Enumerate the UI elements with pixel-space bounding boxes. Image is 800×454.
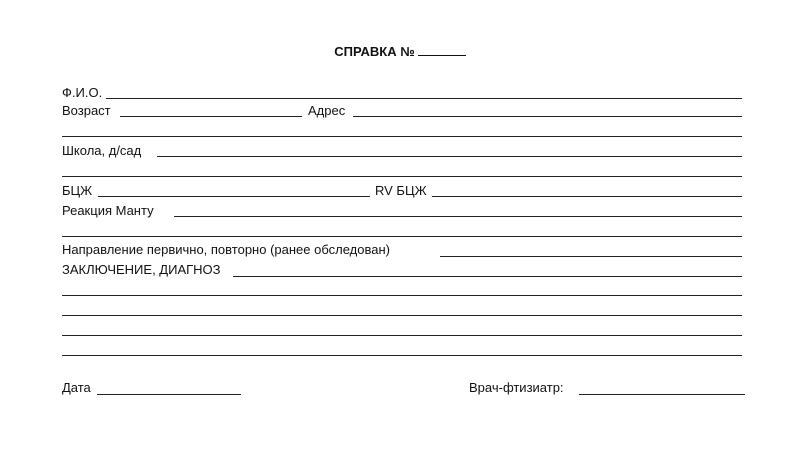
- age-field[interactable]: [120, 116, 302, 117]
- conclusion-field-line-4[interactable]: [62, 335, 742, 336]
- form-title-text: СПРАВКА №: [334, 44, 415, 59]
- doctor-signature-field[interactable]: [579, 394, 745, 395]
- mantoux-label: Реакция Манту: [62, 203, 154, 218]
- address-field-line-2[interactable]: [62, 136, 742, 137]
- rv-bcg-field[interactable]: [432, 196, 742, 197]
- school-label: Школа, д/сад: [62, 143, 142, 158]
- form-title: [0, 44, 800, 59]
- fio-field[interactable]: [106, 98, 742, 99]
- doctor-label: Врач-фтизиатр:: [469, 380, 564, 395]
- mantoux-field[interactable]: [174, 216, 742, 217]
- conclusion-field-line-5[interactable]: [62, 355, 742, 356]
- fio-label: Ф.И.О.: [62, 85, 103, 100]
- certificate-number-field[interactable]: [418, 44, 466, 56]
- mantoux-field-line-2[interactable]: [62, 236, 742, 237]
- address-field[interactable]: [353, 116, 742, 117]
- address-label: Адрес: [308, 103, 346, 118]
- referral-label: Направление первично, повторно (ранее обследован): [62, 242, 390, 257]
- date-label: Дата: [62, 380, 91, 395]
- bcg-label: БЦЖ: [62, 183, 93, 198]
- rv-bcg-label: RV БЦЖ: [375, 183, 427, 198]
- conclusion-label: ЗАКЛЮЧЕНИЕ, ДИАГНОЗ: [62, 262, 221, 277]
- school-field-line-2[interactable]: [62, 176, 742, 177]
- date-field[interactable]: [97, 394, 241, 395]
- conclusion-field-line-2[interactable]: [62, 295, 742, 296]
- bcg-field[interactable]: [98, 196, 370, 197]
- referral-field[interactable]: [440, 256, 742, 257]
- conclusion-field-line-3[interactable]: [62, 315, 742, 316]
- age-label: Возраст: [62, 103, 111, 118]
- conclusion-field[interactable]: [233, 276, 742, 277]
- school-field[interactable]: [157, 156, 742, 157]
